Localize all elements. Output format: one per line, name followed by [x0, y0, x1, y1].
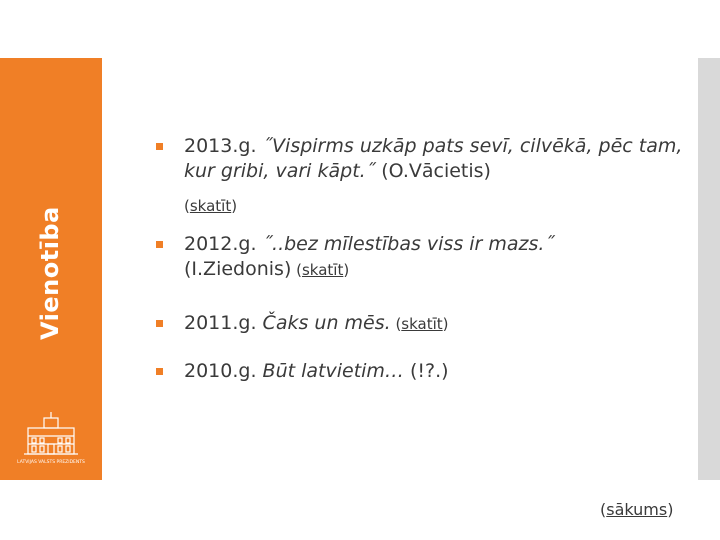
content-list: [152, 134, 692, 384]
footer-paren-close: ): [667, 500, 674, 519]
right-edge-strip: [698, 58, 720, 480]
link-paren-close: ): [231, 197, 238, 215]
item-year: 2011.g.: [184, 312, 263, 334]
item-link-row: [152, 196, 692, 216]
view-link-2011[interactable]: skatīt: [401, 315, 443, 333]
building-logo-icon: [17, 410, 85, 466]
item-year: 2012.g.: [184, 233, 263, 255]
item-quote: ˝Vispirms uzkāp pats sevī, cilvēkā, pēc tam, kur gribi, vari kāpt.˝: [184, 135, 683, 182]
link-paren-open: (: [291, 261, 302, 279]
link-paren-close: ): [442, 315, 449, 333]
link-paren-open: (: [390, 315, 402, 333]
list-item-2012: [152, 232, 692, 283]
item-quote: ˝..bez mīlestības viss ir mazs.˝: [262, 233, 554, 255]
item-suffix: (!?.): [403, 360, 449, 382]
item-quote: Čaks un mēs.: [262, 312, 391, 334]
item-year: 2013.g.: [184, 135, 263, 157]
bullet-icon: [156, 320, 163, 327]
sidebar-title: Vienotība: [36, 206, 64, 340]
view-link-2012[interactable]: skatīt: [301, 261, 344, 279]
list-item-2013: [152, 134, 692, 184]
list-item-2010: [152, 359, 692, 384]
bullet-icon: [156, 143, 163, 150]
footer-paren-open: (: [600, 500, 607, 519]
item-year: 2010.g.: [184, 360, 263, 382]
item-author: (O.Vācietis): [375, 160, 491, 182]
link-paren-open: (: [184, 197, 190, 215]
home-link-row: [600, 500, 673, 519]
bullet-icon: [156, 368, 163, 375]
item-quote: Būt latvietim…: [262, 360, 404, 382]
list-item-2011: [152, 311, 692, 337]
home-link[interactable]: sākums: [606, 500, 668, 519]
view-link-2013[interactable]: skatīt: [189, 197, 232, 215]
logo-caption: LATVIJAS VALSTS PREZIDENTS: [17, 460, 85, 465]
link-paren-close: ): [343, 261, 350, 279]
bullet-icon: [156, 241, 163, 248]
item-author: (I.Ziedonis): [184, 258, 292, 280]
